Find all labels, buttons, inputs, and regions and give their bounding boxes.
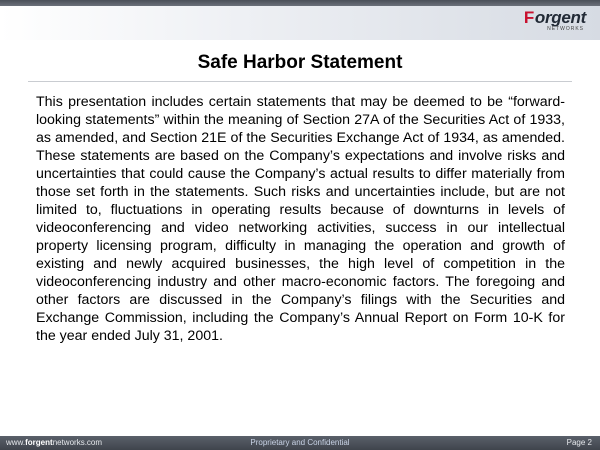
- safe-harbor-body: This presentation includes certain statements that may be deemed to be “forward-looking statements” within the meaning of Section 27A of the Securities Act of 1933, as amended, and Section 21E of the Securities Exchange Act of 1934, as amended. These statements are based on the Company’s expectations and involve risks and uncertainties that could cause the Company’s actual results to differ materially from those set forth in the statements. Such risks and uncertainties include, but are not limited to, fluctuations in operating results because of downturns in levels of videoconferencing and video networking activities, success in our intellectual property licensing program, difficulty in managing the operation and growth of existing and newly acquired businesses, the high level of competition in the videoconferencing industry and other macro-economic factors. The foregoing and other factors are discussed in the Company’s filings with the Securities and Exchange Commission, including the Company’s Annual Report on Form 10-K for the year ended July 31, 2001.: [36, 94, 565, 344]
- logo-mark: F: [523, 8, 534, 27]
- logo-wordmark: [506, 9, 586, 27]
- footer-bar: [0, 436, 600, 450]
- footer-url-brand: forgent: [25, 438, 53, 447]
- slide-title: Safe Harbor Statement: [197, 52, 403, 73]
- logo-tagline: NETWORKS: [547, 26, 584, 32]
- footer-url-prefix: www.: [6, 438, 26, 447]
- forgent-logo: [506, 9, 586, 37]
- title-divider: [28, 81, 572, 82]
- footer-confidential: Proprietary and Confidential: [250, 438, 350, 447]
- logo-word-text: orgent: [534, 8, 586, 27]
- footer-url-suffix: networks.com: [52, 438, 103, 447]
- footer-page-number: Page 2: [566, 438, 592, 447]
